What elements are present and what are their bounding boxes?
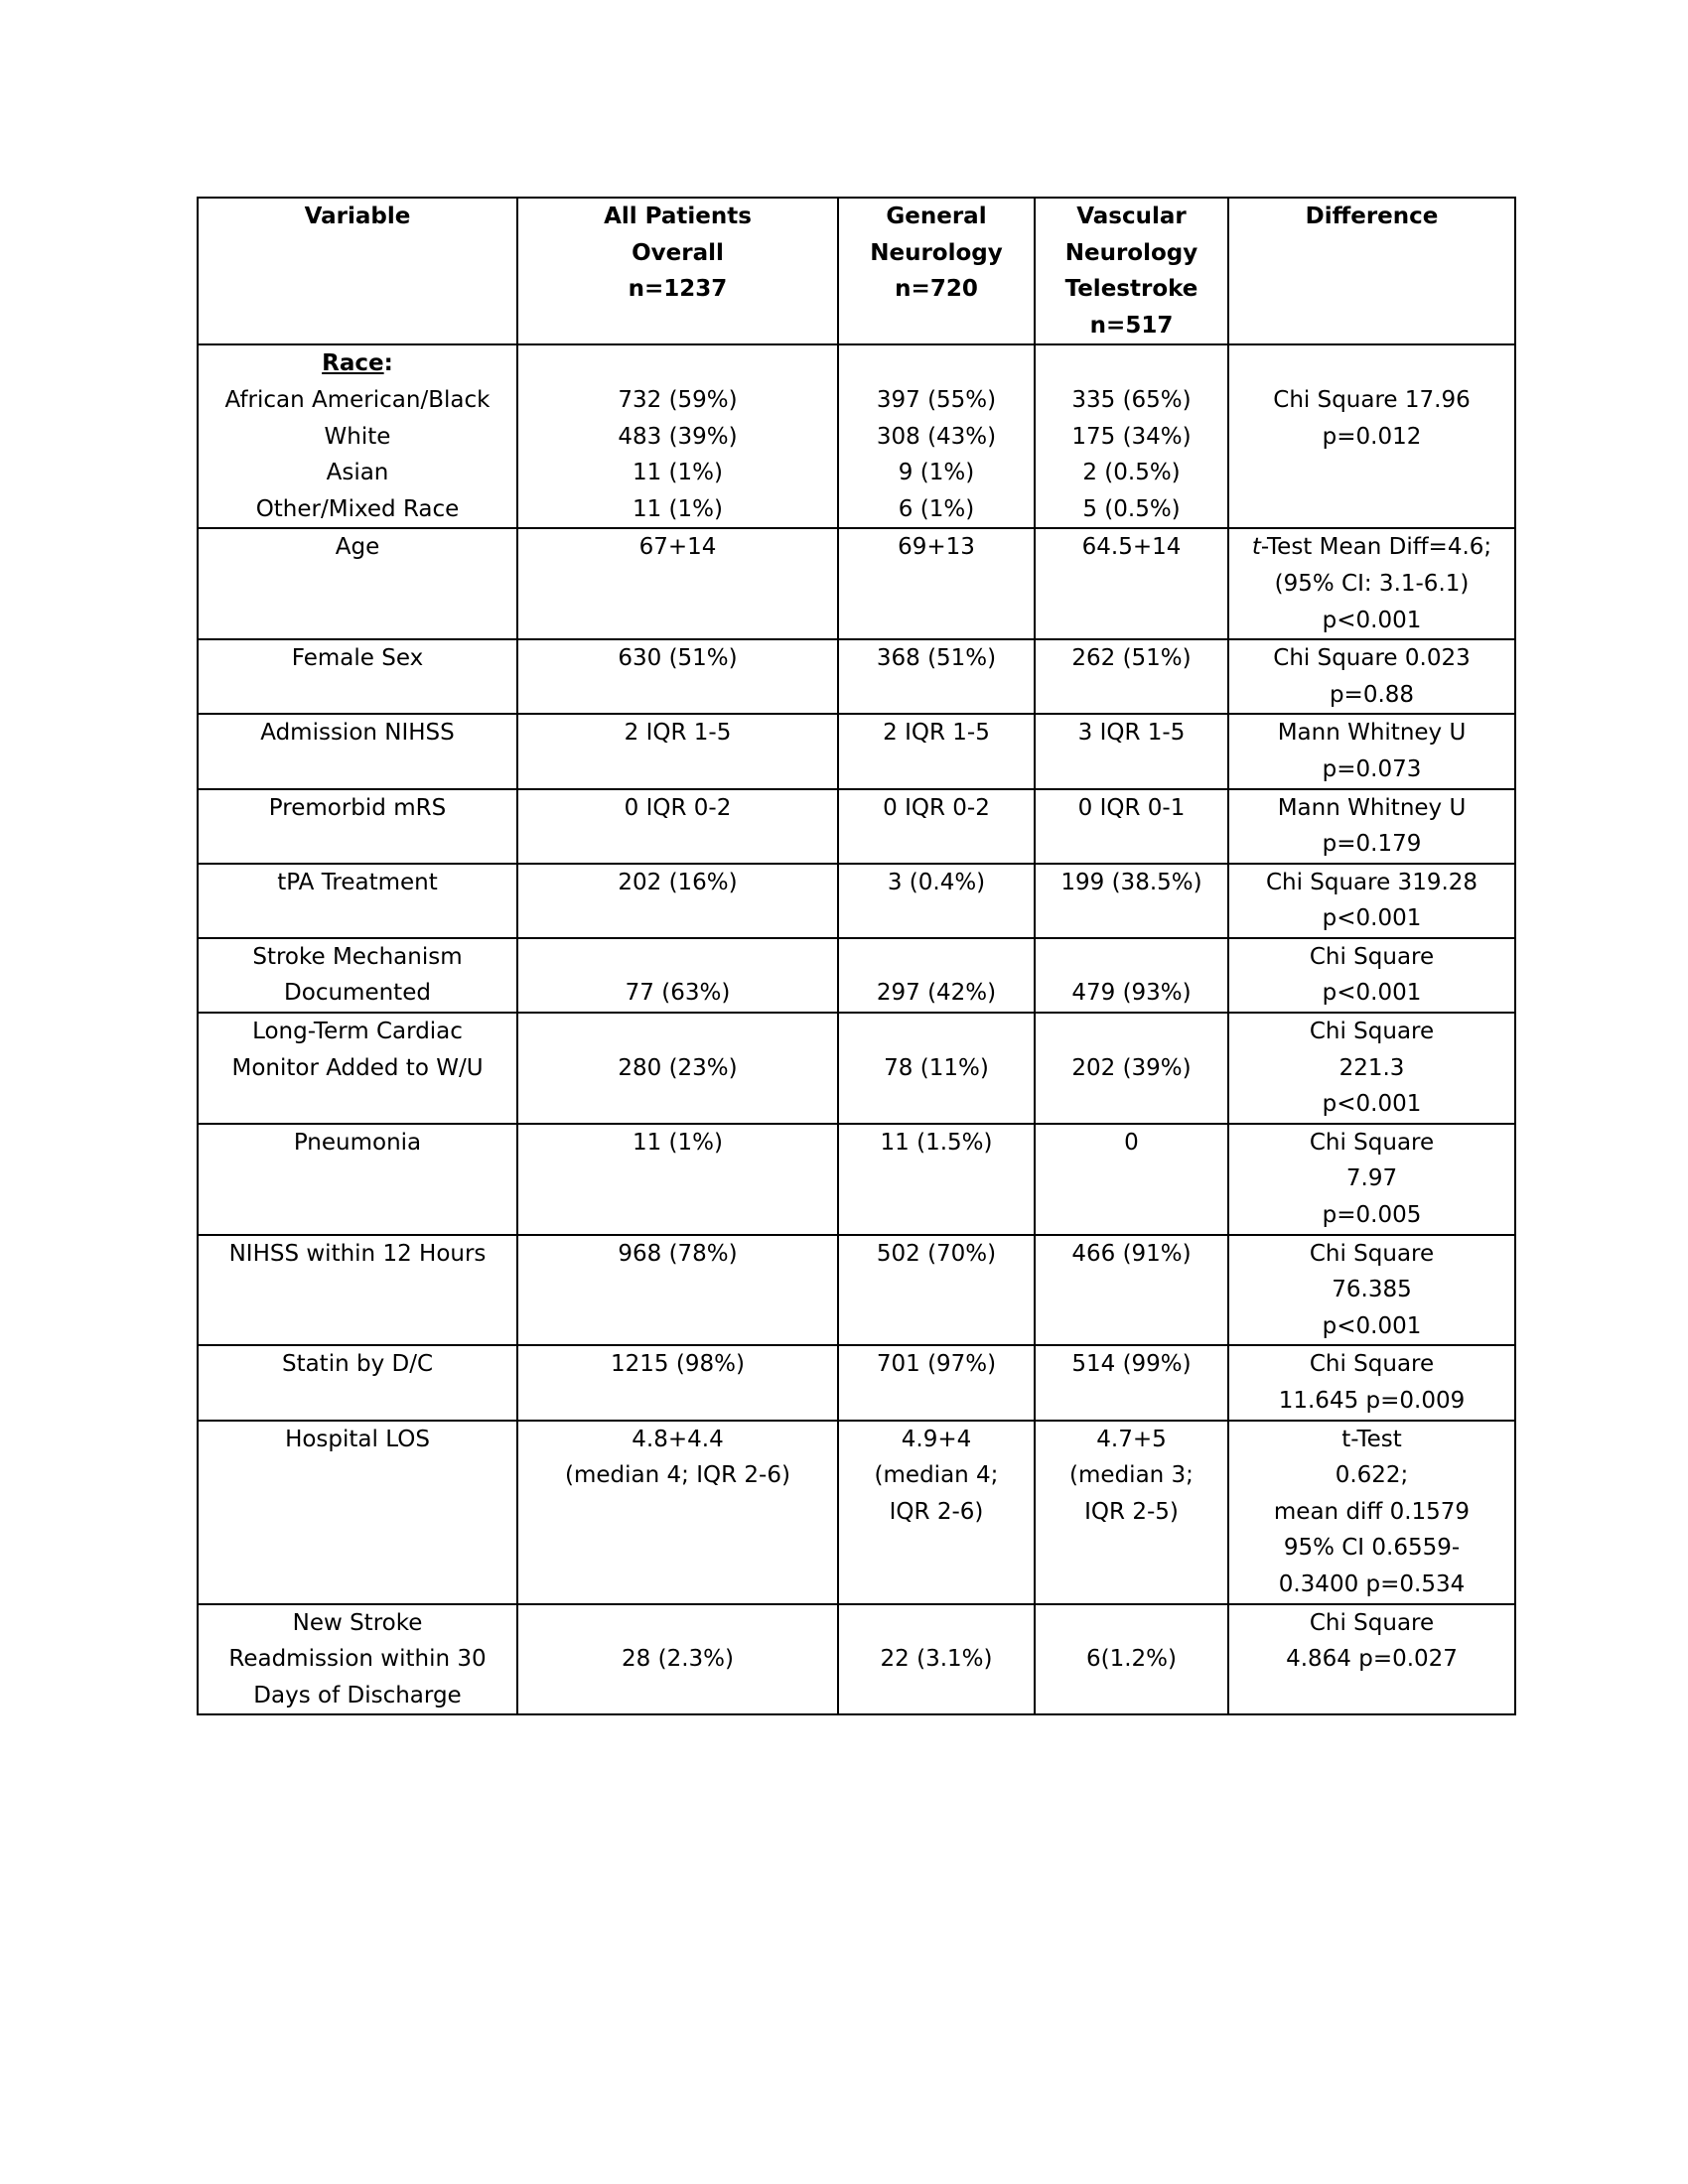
header-variable: Variable	[198, 198, 517, 344]
cell-text: 630 (51%)	[618, 645, 738, 672]
cell-vascular	[1035, 1421, 1228, 1604]
cell-text: 221.3	[1338, 1054, 1405, 1081]
cell-text: Chi Square 0.023	[1273, 645, 1471, 672]
race-heading: Race	[322, 350, 384, 377]
cell-text: 11.645 p=0.009	[1278, 1388, 1466, 1414]
table-row	[198, 864, 1515, 938]
cell-text: IQR 2-6)	[889, 1498, 984, 1525]
table-row	[198, 1235, 1515, 1346]
cell-label	[198, 1421, 517, 1604]
table-row	[198, 1345, 1515, 1420]
cell-difference	[1228, 938, 1515, 1013]
cell-general	[838, 1604, 1035, 1715]
cell-label	[198, 789, 517, 864]
cell-general	[838, 714, 1035, 788]
cell-difference	[1228, 1604, 1515, 1715]
cell-all	[517, 864, 838, 938]
cell-text: p=0.179	[1322, 831, 1422, 858]
cell-age-label: Age	[198, 528, 517, 639]
cell-text: 7.97	[1345, 1165, 1398, 1192]
cell-text: p=0.88	[1329, 681, 1415, 708]
cell-difference	[1228, 714, 1515, 788]
cell-vascular	[1035, 1345, 1228, 1420]
cell-all	[517, 1235, 838, 1346]
cell-text: tPA Treatment	[277, 869, 438, 895]
header-general-neurology: General Neurology n=720	[838, 198, 1035, 344]
cell-text: 3 IQR 1-5	[1077, 720, 1186, 747]
cell-general	[838, 1345, 1035, 1420]
results-table	[197, 197, 1516, 1715]
cell-label	[198, 1604, 517, 1715]
cell-difference	[1228, 1235, 1515, 1346]
cell-age-all: 67+14	[517, 528, 838, 639]
cell-vascular	[1035, 789, 1228, 864]
table-row	[198, 789, 1515, 864]
cell-text: (median 3;	[1069, 1462, 1194, 1489]
cell-text: 3 (0.4%)	[887, 869, 986, 895]
cell-text: 0.622;	[1335, 1462, 1409, 1489]
cell-vascular	[1035, 938, 1228, 1013]
cell-age-general: 69+13	[838, 528, 1035, 639]
cell-text: p<0.001	[1322, 1312, 1422, 1339]
cell-label	[198, 1235, 517, 1346]
cell-general	[838, 1235, 1035, 1346]
cell-label	[198, 639, 517, 714]
cell-text: 968 (78%)	[618, 1240, 738, 1267]
cell-text: 202 (39%)	[1071, 1054, 1192, 1081]
header-vascular-neurology: Vascular Neurology Telestroke n=517	[1035, 198, 1228, 344]
cell-label	[198, 938, 517, 1013]
cell-age-vascular: 64.5+14	[1035, 528, 1228, 639]
cell-text	[1038, 1014, 1225, 1050]
cell-all	[517, 1124, 838, 1235]
cell-text: 701 (97%)	[876, 1351, 997, 1378]
cell-text: Chi Square	[1309, 1129, 1435, 1156]
cell-text: p=0.005	[1322, 1202, 1422, 1229]
cell-all	[517, 938, 838, 1013]
header-difference: Difference	[1228, 198, 1515, 344]
table-row	[198, 1013, 1515, 1124]
cell-all	[517, 714, 838, 788]
cell-difference	[1228, 1421, 1515, 1604]
cell-text: p<0.001	[1322, 980, 1422, 1007]
cell-text: 77 (63%)	[625, 980, 731, 1007]
cell-general	[838, 1421, 1035, 1604]
cell-text: 22 (3.1%)	[880, 1646, 993, 1673]
cell-vascular	[1035, 1235, 1228, 1346]
cell-text: Chi Square	[1309, 1609, 1435, 1636]
cell-text: Female Sex	[291, 645, 424, 672]
cell-text: Readmission within 30	[228, 1646, 487, 1673]
cell-text: 11 (1%)	[632, 1129, 723, 1156]
header-row	[198, 198, 1515, 344]
cell-text: 502 (70%)	[876, 1240, 997, 1267]
cell-text: Hospital LOS	[285, 1426, 430, 1452]
cell-difference	[1228, 1345, 1515, 1420]
cell-text: IQR 2-5)	[1084, 1498, 1179, 1525]
cell-race-all: 732 (59%) 483 (39%) 11 (1%) 11 (1%)	[517, 344, 838, 528]
cell-difference	[1228, 789, 1515, 864]
cell-text	[520, 939, 835, 976]
cell-text	[841, 939, 1032, 976]
cell-age-difference: t-Test Mean Diff=4.6; (95% CI: 3.1-6.1) p<0.001	[1228, 528, 1515, 639]
cell-text: 479 (93%)	[1071, 980, 1192, 1007]
cell-general	[838, 1124, 1035, 1235]
cell-label	[198, 714, 517, 788]
cell-text: 0 IQR 0-1	[1077, 794, 1186, 821]
cell-general	[838, 639, 1035, 714]
cell-text: Chi Square	[1309, 1240, 1435, 1267]
cell-all	[517, 1013, 838, 1124]
cell-text	[520, 1605, 835, 1642]
cell-text: Documented	[284, 980, 431, 1007]
cell-text: 28 (2.3%)	[622, 1646, 734, 1673]
cell-text: 76.385	[1332, 1277, 1412, 1303]
cell-text: Mann Whitney U	[1277, 720, 1467, 747]
cell-text: Chi Square 319.28	[1265, 869, 1478, 895]
cell-all	[517, 789, 838, 864]
cell-text: Chi Square	[1309, 943, 1435, 970]
cell-label	[198, 1345, 517, 1420]
cell-vascular	[1035, 1604, 1228, 1715]
cell-vascular	[1035, 714, 1228, 788]
cell-text: p<0.001	[1322, 1091, 1422, 1118]
cell-race-label: Race: African American/Black White Asian Other/Mixed Race	[198, 344, 517, 528]
cell-text: 202 (16%)	[618, 869, 738, 895]
cell-text: 2 IQR 1-5	[883, 720, 990, 747]
cell-text: Chi Square	[1309, 1351, 1435, 1378]
table-row	[198, 1604, 1515, 1715]
cell-text: 4.7+5	[1096, 1426, 1167, 1452]
cell-text: NIHSS within 12 Hours	[228, 1240, 487, 1267]
cell-text	[841, 1014, 1032, 1050]
cell-vascular	[1035, 639, 1228, 714]
cell-text: p=0.073	[1322, 755, 1422, 782]
cell-vascular	[1035, 1013, 1228, 1124]
cell-text: 262 (51%)	[1071, 645, 1192, 672]
cell-text: 0	[1124, 1129, 1139, 1156]
cell-race-general: 397 (55%) 308 (43%) 9 (1%) 6 (1%)	[838, 344, 1035, 528]
cell-label	[198, 1124, 517, 1235]
cell-difference	[1228, 1013, 1515, 1124]
cell-label	[198, 1013, 517, 1124]
cell-text: t-Test	[1341, 1426, 1402, 1452]
cell-general	[838, 864, 1035, 938]
cell-text: 95% CI 0.6559-	[1283, 1535, 1461, 1562]
table-row	[198, 938, 1515, 1013]
cell-general	[838, 1013, 1035, 1124]
cell-text: 0 IQR 0-2	[883, 794, 990, 821]
cell-race-difference: Chi Square 17.96 p=0.012	[1228, 344, 1515, 528]
cell-text: 4.864 p=0.027	[1286, 1646, 1458, 1673]
cell-difference	[1228, 864, 1515, 938]
cell-vascular	[1035, 864, 1228, 938]
cell-difference	[1228, 1124, 1515, 1235]
table-row-age	[198, 528, 1515, 639]
cell-text: p<0.001	[1322, 905, 1422, 932]
cell-text: Long-Term Cardiac	[252, 1019, 463, 1045]
cell-text: 78 (11%)	[884, 1054, 989, 1081]
cell-text: 0 IQR 0-2	[624, 794, 732, 821]
cell-text: Admission NIHSS	[260, 720, 455, 747]
cell-all	[517, 639, 838, 714]
cell-text	[1038, 939, 1225, 976]
cell-all	[517, 1421, 838, 1604]
cell-text: 368 (51%)	[876, 645, 997, 672]
cell-difference	[1228, 639, 1515, 714]
cell-vascular	[1035, 1124, 1228, 1235]
cell-text: Mann Whitney U	[1277, 794, 1467, 821]
cell-text: 4.9+4	[901, 1426, 972, 1452]
cell-text: Monitor Added to W/U	[231, 1054, 484, 1081]
cell-all	[517, 1345, 838, 1420]
cell-text: 297 (42%)	[876, 980, 997, 1007]
cell-text	[841, 1605, 1032, 1642]
cell-general	[838, 789, 1035, 864]
cell-text	[520, 1014, 835, 1050]
cell-text: New Stroke	[292, 1609, 423, 1636]
cell-text: Statin by D/C	[281, 1351, 434, 1378]
cell-text: (median 4;	[874, 1462, 999, 1489]
cell-text: 4.8+4.4	[632, 1426, 724, 1452]
cell-label	[198, 864, 517, 938]
table-row	[198, 1421, 1515, 1604]
cell-text: 1215 (98%)	[611, 1351, 745, 1378]
cell-text: Chi Square	[1309, 1019, 1435, 1045]
cell-text: 514 (99%)	[1071, 1351, 1192, 1378]
cell-text: 6(1.2%)	[1085, 1646, 1177, 1673]
cell-text: 2 IQR 1-5	[624, 720, 732, 747]
table-row-race	[198, 344, 1515, 528]
cell-text: 0.3400 p=0.534	[1278, 1570, 1466, 1597]
header-all-patients: All Patients Overall n=1237	[517, 198, 838, 344]
table-row	[198, 1124, 1515, 1235]
cell-text: 11 (1.5%)	[880, 1129, 993, 1156]
cell-text: mean diff 0.1579	[1273, 1498, 1471, 1525]
cell-text: 280 (23%)	[618, 1054, 738, 1081]
table-row	[198, 714, 1515, 788]
cell-text: Stroke Mechanism	[252, 943, 463, 970]
cell-text: Pneumonia	[293, 1129, 422, 1156]
cell-text: Premorbid mRS	[268, 794, 447, 821]
cell-text: Days of Discharge	[253, 1682, 462, 1708]
cell-text	[1038, 1605, 1225, 1642]
cell-all	[517, 1604, 838, 1715]
cell-text: 199 (38.5%)	[1060, 869, 1202, 895]
cell-general	[838, 938, 1035, 1013]
table-row	[198, 639, 1515, 714]
cell-text: (median 4; IQR 2-6)	[565, 1462, 790, 1489]
cell-race-vascular: 335 (65%) 175 (34%) 2 (0.5%) 5 (0.5%)	[1035, 344, 1228, 528]
cell-text: 466 (91%)	[1071, 1240, 1192, 1267]
